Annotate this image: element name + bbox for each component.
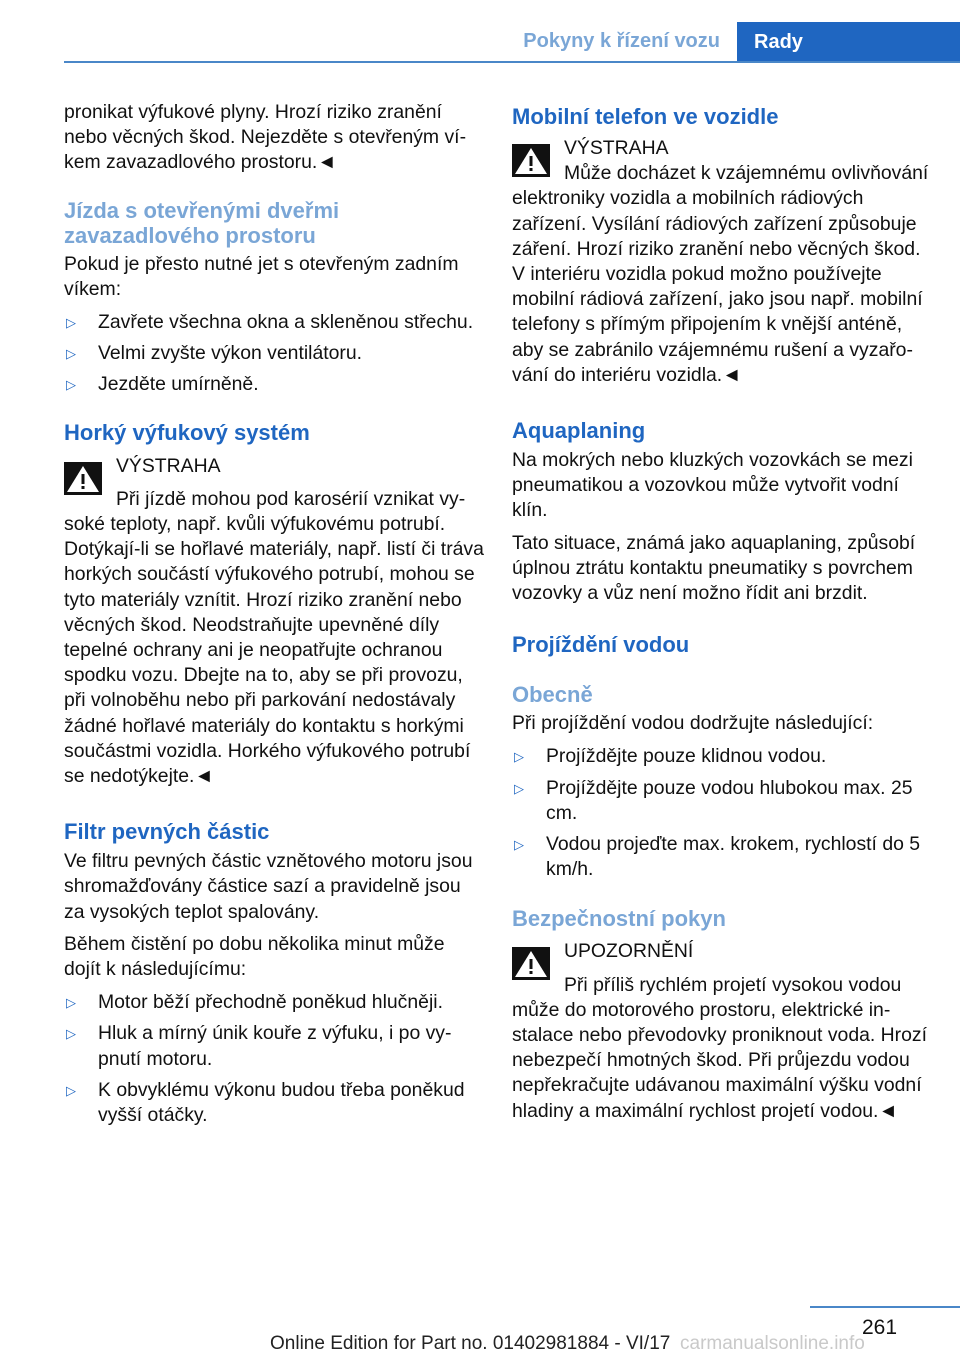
header-rule bbox=[64, 61, 960, 63]
aquaplaning-text-1: Na mokrých nebo kluzkých vozovkách se mezi pneumatikou a vozovkou může vytvořit vodní klín. bbox=[512, 449, 913, 522]
watermark: carmanualsonline.info bbox=[680, 1333, 865, 1354]
footer-rule bbox=[810, 1306, 960, 1308]
header-section-title: Pokyny k řízení vozu bbox=[523, 30, 720, 52]
list-item: ▷ Hluk a mírný únik kouře z výfuku, i po vypnutí motoru. bbox=[66, 1022, 452, 1070]
water-safety-subheading: Bezpečnostní pokyn bbox=[512, 906, 726, 932]
list-item: ▷ Jezděte umírněně. bbox=[64, 372, 484, 397]
footer-edition: Online Edition for Part no. 01402981884 - VI/17 bbox=[270, 1333, 671, 1354]
water-list bbox=[512, 744, 932, 882]
header-tab[interactable]: Rady bbox=[737, 22, 960, 63]
intro-text: pronikat výfukové plyny. Hrozí riziko zranění nebo věcných škod. Nejezděte s otevřeným víkem zavazadlového prostoru.◄ bbox=[64, 101, 467, 174]
bullet-triangle-icon: ▷ bbox=[66, 315, 76, 331]
bullet-triangle-icon: ▷ bbox=[66, 377, 76, 393]
page-number: 261 bbox=[862, 1316, 898, 1339]
warning-text: Při jízdě mohou pod karosérií vznikat vysoké teploty, např. kvůli výfukovému potrubí. Dotýkají-li se hořlavé materiály, např. listí či tráva horkých součástí výfukového potrubí, mohou se tyto materiály vznítit. Hrozí riziko zranění nebo věcných škod. Neodstraňujte upevněné díly tepelné ochrany ani je neopatřujte ochranou spodku vozu. Dbejte na to, aby se při provozu, při volnoběhu nebo při parkování nedostávaly žádné hořlavé materiály do kontaktu s horkými součástmi vozidla. Horkého výfukového potrubí se nedotýkejte.◄ bbox=[64, 487, 484, 788]
phone-warning bbox=[512, 136, 932, 388]
water-text: Při projíždění vodou dodržujte následující: bbox=[512, 712, 874, 735]
list-item: ▷ K obvyklému výkonu budou třeba poněkud vyšší otáčky. bbox=[66, 1078, 465, 1127]
filter-text-1: Ve filtru pevných částic vznětového motoru jsou shromažďovány částice sazí a pravidelně jsou za vysokých teplot spalovány. bbox=[64, 850, 473, 923]
warning-label: VÝSTRAHA bbox=[116, 454, 221, 477]
warning-text: Může docházet k vzájemnému ovlivňování elektroniky vozidla a mobilních rádiových zařízení. Vysílání rádiových zařízení způsobuje záření. Hrozí riziko zranění nebo věcných škod. V interiéru vozidla pokud možno používejte mobilní rádiová zařízení, jako jsou např. mobilní telefony s přímým připojením k vnější anténě, aby se zabránilo vzájemnému rušení a vyzařování do interiéru vozidla.◄ bbox=[512, 162, 929, 386]
left-column bbox=[64, 100, 484, 1134]
bullet-triangle-icon: ▷ bbox=[514, 749, 524, 765]
warning-triangle-icon bbox=[64, 462, 102, 495]
warning-text: Při příliš rychlém projetí vysokou vodou může do motorového prostoru, elektrické instalace nebo převodovky proniknout voda. Hrozí nebezpečí hmotných škod. Při průjezdu vodou nepřekračujte udávanou maximální výšku vodní hladiny a maximální rychlost projetí vodou.◄ bbox=[512, 973, 927, 1122]
warning-label: VÝSTRAHA bbox=[564, 137, 669, 159]
aquaplaning-text-2: Tato situace, známá jako aquaplaning, způsobí úplnou ztrátu kontaktu pneumatiky s povrchem vozovky a vůz není možno řídit ani brzdit. bbox=[512, 531, 916, 605]
open-trunk-list bbox=[64, 310, 484, 398]
bullet-triangle-icon: ▷ bbox=[514, 837, 524, 853]
open-trunk-heading: Jízda s otevřenými dveřmi zavazadlového prostoru bbox=[64, 197, 340, 248]
warning-triangle-icon bbox=[512, 947, 550, 980]
exhaust-heading: Horký výfukový systém bbox=[64, 419, 310, 445]
filter-list bbox=[64, 990, 484, 1128]
filter-heading: Filtr pevných částic bbox=[64, 819, 270, 845]
bullet-triangle-icon: ▷ bbox=[66, 346, 76, 362]
warning-triangle-icon bbox=[512, 144, 550, 177]
bullet-triangle-icon: ▷ bbox=[66, 1082, 76, 1098]
bullet-triangle-icon: ▷ bbox=[66, 1026, 76, 1042]
water-general-subheading: Obecně bbox=[512, 682, 593, 708]
aquaplaning-heading: Aquaplaning bbox=[512, 418, 646, 444]
filter-text-2: Během čistění po dobu několika minut může dojít k následujícímu: bbox=[64, 932, 445, 981]
list-item: ▷ Zavřete všechna okna a skleněnou střechu. bbox=[64, 310, 484, 335]
water-heading: Projíždění vodou bbox=[512, 632, 690, 658]
bullet-triangle-icon: ▷ bbox=[514, 780, 524, 796]
list-item: ▷ Velmi zvyšte výkon ventilátoru. bbox=[64, 341, 484, 366]
list-item: ▷ Motor běží přechodně poněkud hlučněji. bbox=[64, 990, 484, 1015]
exhaust-warning bbox=[64, 454, 484, 790]
list-item: ▷ Projíždějte pouze klidnou vodou. bbox=[512, 744, 932, 769]
bullet-triangle-icon: ▷ bbox=[66, 995, 76, 1011]
phone-heading: Mobilní telefon ve vozidle bbox=[512, 104, 779, 129]
open-trunk-text: Pokud je přesto nutné jet s otevřeným zadním víkem: bbox=[64, 252, 459, 300]
list-item: ▷ Vodou projeďte max. krokem, rychlostí do 5 km/h. bbox=[514, 833, 921, 881]
list-item: ▷ Projíždějte pouze vodou hlubokou max. 25 cm. bbox=[514, 776, 913, 824]
right-column bbox=[512, 100, 932, 1124]
warning-label: UPOZORNĚNÍ bbox=[564, 940, 694, 963]
water-warning bbox=[512, 939, 932, 1123]
